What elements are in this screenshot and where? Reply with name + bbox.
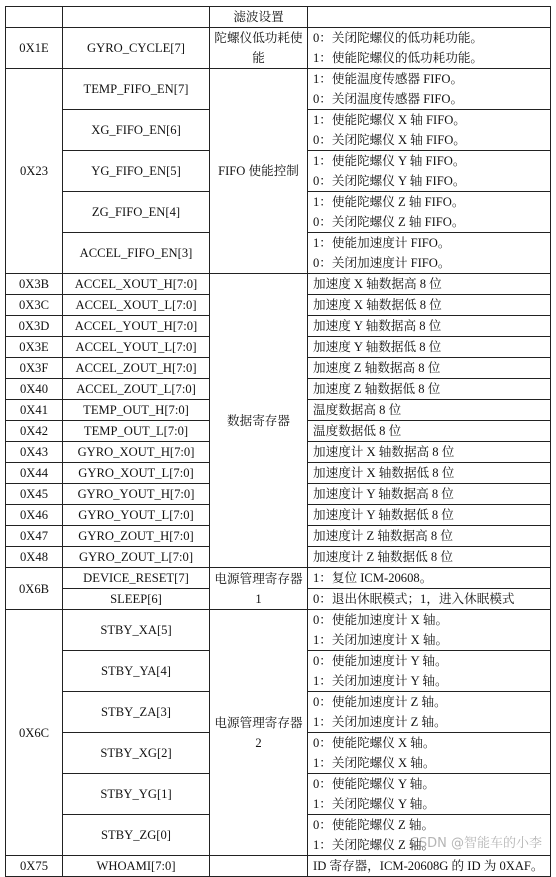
register-name: GYRO_ZOUT_H[7:0] — [63, 526, 210, 547]
description-line: 0：关闭陀螺仪 Y 轴 FIFO。 — [313, 174, 466, 188]
description-line: 1：使能陀螺仪 X 轴 FIFO。 — [313, 113, 466, 127]
register-address: 0X75 — [6, 856, 63, 877]
register-name: TEMP_OUT_L[7:0] — [63, 421, 210, 442]
register-name: ACCEL_XOUT_L[7:0] — [63, 295, 210, 316]
register-address: 0X41 — [6, 400, 63, 421]
register-function: FIFO 使能控制 — [210, 69, 308, 274]
description-line: 0：使能陀螺仪 Y 轴。 — [313, 777, 435, 791]
register-description: 加速度计 X 轴数据低 8 位 — [308, 463, 551, 484]
register-address: 0X44 — [6, 463, 63, 484]
register-function: 陀螺仪低功耗使能 — [210, 28, 308, 69]
register-name: GYRO_XOUT_H[7:0] — [63, 442, 210, 463]
register-description — [308, 815, 551, 856]
register-description — [308, 110, 551, 151]
register-address: 0X6B — [6, 568, 63, 610]
table-row — [6, 274, 551, 295]
register-address: 0X45 — [6, 484, 63, 505]
register-name: STBY_XG[2] — [63, 733, 210, 774]
description-line: 0：关闭加速度计 FIFO。 — [313, 256, 451, 270]
register-address: 0X43 — [6, 442, 63, 463]
register-description: 温度数据低 8 位 — [308, 421, 551, 442]
register-name: ACCEL_ZOUT_L[7:0] — [63, 379, 210, 400]
register-description — [308, 151, 551, 192]
register-description — [308, 69, 551, 110]
description-line: 1：关闭陀螺仪 X 轴。 — [313, 756, 436, 770]
register-name: DEVICE_RESET[7] — [63, 568, 210, 589]
register-address: 0X3E — [6, 337, 63, 358]
register-description — [308, 192, 551, 233]
register-name: ZG_FIFO_EN[4] — [63, 192, 210, 233]
register-name: TEMP_OUT_H[7:0] — [63, 400, 210, 421]
register-name: STBY_XA[5] — [63, 610, 210, 651]
register-table — [5, 6, 551, 877]
register-description: 加速度计 Z 轴数据低 8 位 — [308, 547, 551, 568]
register-address: 0X6C — [6, 610, 63, 856]
register-address: 0X3F — [6, 358, 63, 379]
register-description — [308, 856, 551, 877]
register-name: STBY_YG[1] — [63, 774, 210, 815]
register-name: ACCEL_YOUT_H[7:0] — [63, 316, 210, 337]
description-line: 1：使能加速度计 FIFO。 — [313, 236, 451, 250]
register-description — [308, 7, 551, 28]
description-line: 0：关闭陀螺仪的低功耗功能。 — [313, 31, 484, 45]
register-name: SLEEP[6] — [63, 589, 210, 610]
register-function: 滤波设置 — [210, 7, 308, 28]
register-address: 0X42 — [6, 421, 63, 442]
register-address: 0X23 — [6, 69, 63, 274]
table-row — [6, 7, 551, 28]
register-function — [210, 856, 308, 877]
register-description: 加速度 Z 轴数据低 8 位 — [308, 379, 551, 400]
register-function: 电源管理寄存器 2 — [210, 610, 308, 856]
description-line: 0：使能加速度计 Y 轴。 — [313, 654, 448, 668]
register-description — [308, 774, 551, 815]
register-address: 0X3D — [6, 316, 63, 337]
table-row — [6, 69, 551, 110]
register-description — [308, 28, 551, 69]
table-row — [6, 610, 551, 651]
register-address: 0X46 — [6, 505, 63, 526]
register-address: 0X48 — [6, 547, 63, 568]
register-name: ACCEL_XOUT_H[7:0] — [63, 274, 210, 295]
register-description: 加速度计 Y 轴数据低 8 位 — [308, 505, 551, 526]
register-name: GYRO_CYCLE[7] — [63, 28, 210, 69]
description-line: 0：关闭温度传感器 FIFO。 — [313, 92, 464, 106]
register-description — [308, 568, 551, 589]
register-name: GYRO_ZOUT_L[7:0] — [63, 547, 210, 568]
table-row — [6, 568, 551, 589]
register-name: STBY_ZG[0] — [63, 815, 210, 856]
register-description: 加速度计 Y 轴数据高 8 位 — [308, 484, 551, 505]
register-name: XG_FIFO_EN[6] — [63, 110, 210, 151]
description-line: 1：关闭加速度计 X 轴。 — [313, 633, 449, 647]
register-description: 加速度 X 轴数据高 8 位 — [308, 274, 551, 295]
register-description — [308, 233, 551, 274]
register-description: 加速度计 X 轴数据高 8 位 — [308, 442, 551, 463]
register-description: 加速度 Y 轴数据高 8 位 — [308, 316, 551, 337]
description-line: 0：关闭陀螺仪 X 轴 FIFO。 — [313, 133, 466, 147]
register-address: 0X47 — [6, 526, 63, 547]
register-address: 0X40 — [6, 379, 63, 400]
register-address: 0X3B — [6, 274, 63, 295]
register-description — [308, 651, 551, 692]
table-row — [6, 856, 551, 877]
register-name: STBY_ZA[3] — [63, 692, 210, 733]
register-description — [308, 733, 551, 774]
register-description: 加速度 Y 轴数据低 8 位 — [308, 337, 551, 358]
register-name — [63, 7, 210, 28]
register-function: 数据寄存器 — [210, 274, 308, 568]
register-name: GYRO_YOUT_L[7:0] — [63, 505, 210, 526]
register-name: ACCEL_FIFO_EN[3] — [63, 233, 210, 274]
register-description: 加速度 Z 轴数据高 8 位 — [308, 358, 551, 379]
register-description: 加速度计 Z 轴数据高 8 位 — [308, 526, 551, 547]
description-line: 1：使能陀螺仪的低功耗功能。 — [313, 51, 484, 65]
description-line: 0：使能陀螺仪 X 轴。 — [313, 736, 436, 750]
description-line: 1：复位 ICM-20608。 — [313, 571, 433, 585]
register-name: GYRO_YOUT_H[7:0] — [63, 484, 210, 505]
register-name: YG_FIFO_EN[5] — [63, 151, 210, 192]
description-line: 0：关闭陀螺仪 Z 轴 FIFO。 — [313, 215, 465, 229]
register-description — [308, 589, 551, 610]
register-name: WHOAMI[7:0] — [63, 856, 210, 877]
description-line: 1：关闭加速度计 Z 轴。 — [313, 715, 447, 729]
register-description: 加速度 X 轴数据低 8 位 — [308, 295, 551, 316]
register-function: 电源管理寄存器 1 — [210, 568, 308, 610]
table-row — [6, 28, 551, 69]
register-name: ACCEL_YOUT_L[7:0] — [63, 337, 210, 358]
register-address — [6, 7, 63, 28]
description-line: 0：使能加速度计 Z 轴。 — [313, 695, 447, 709]
description-line: 1：关闭加速度计 Y 轴。 — [313, 674, 448, 688]
description-line: 1：使能陀螺仪 Y 轴 FIFO。 — [313, 154, 466, 168]
register-description — [308, 610, 551, 651]
register-name: GYRO_XOUT_L[7:0] — [63, 463, 210, 484]
description-line: 0：使能陀螺仪 Z 轴。 — [313, 818, 435, 832]
register-name: STBY_YA[4] — [63, 651, 210, 692]
register-name: TEMP_FIFO_EN[7] — [63, 69, 210, 110]
description-line: 1：关闭陀螺仪 Y 轴。 — [313, 797, 435, 811]
register-name: ACCEL_ZOUT_H[7:0] — [63, 358, 210, 379]
description-line: 1：关闭陀螺仪 Z 轴。 — [313, 838, 435, 852]
watermark: CSDN @智能车的小李 — [409, 836, 542, 851]
description-line: 0：退出休眠模式；1，进入休眠模式 — [313, 592, 515, 606]
register-description: 温度数据高 8 位 — [308, 400, 551, 421]
register-description — [308, 692, 551, 733]
register-address: 0X3C — [6, 295, 63, 316]
description-line: ID 寄存器，ICM-20608G 的 ID 为 0XAF。 — [313, 859, 544, 873]
description-line: 1：使能陀螺仪 Z 轴 FIFO。 — [313, 195, 465, 209]
description-line: 1：使能温度传感器 FIFO。 — [313, 72, 464, 86]
register-address: 0X1E — [6, 28, 63, 69]
description-line: 0：使能加速度计 X 轴。 — [313, 613, 449, 627]
